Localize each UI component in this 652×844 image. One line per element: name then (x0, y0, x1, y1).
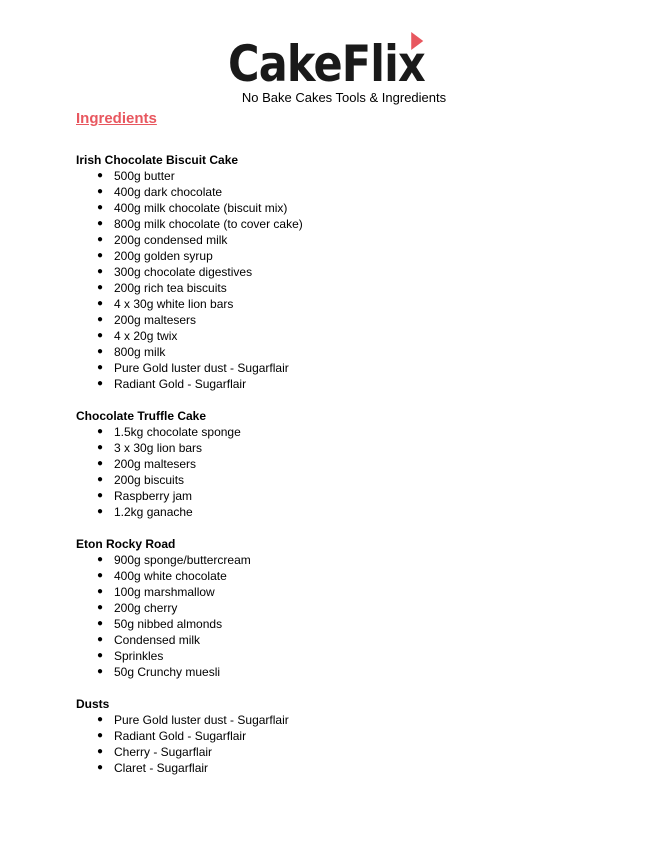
list-item (76, 600, 616, 616)
list-item (76, 472, 616, 488)
page-subtitle (0, 90, 652, 106)
bullet-icon: ● (97, 714, 104, 725)
bullet-icon: ● (97, 474, 104, 485)
bullet-icon: ● (97, 202, 104, 213)
list-item (76, 664, 616, 680)
list-item (76, 216, 616, 232)
item-text: Pure Gold luster dust - Sugarflair (114, 361, 289, 375)
logo-text: CakeFlix (227, 35, 425, 93)
ingredient-sections (76, 152, 616, 792)
bullet-icon: ● (97, 618, 104, 629)
item-text: 200g maltesers (114, 313, 197, 327)
list-item (76, 504, 616, 520)
item-text: 50g nibbed almonds (114, 617, 223, 631)
bullet-icon: ● (97, 506, 104, 517)
item-text: 900g sponge/buttercream (114, 553, 251, 567)
bullet-icon: ● (97, 746, 104, 757)
item-text: 1.5kg chocolate sponge (114, 425, 241, 439)
list-item (76, 552, 616, 568)
bullet-icon: ● (97, 234, 104, 245)
bullet-icon: ● (97, 458, 104, 469)
bullet-icon: ● (97, 490, 104, 501)
item-text: 400g white chocolate (114, 569, 227, 583)
list-item (76, 312, 616, 328)
bullet-icon: ● (97, 266, 104, 277)
item-text: 50g Crunchy muesli (114, 665, 221, 679)
item-text: 200g biscuits (114, 473, 185, 487)
subtitle-text: No Bake Cakes Tools & Ingredients (241, 90, 447, 105)
bullet-icon: ● (97, 378, 104, 389)
bullet-icon: ● (97, 570, 104, 581)
item-text: Claret - Sugarflair (114, 761, 209, 775)
list-item (76, 712, 616, 728)
bullet-icon: ● (97, 650, 104, 661)
item-text: Radiant Gold - Sugarflair (114, 377, 247, 391)
bullet-icon: ● (97, 346, 104, 357)
page-heading: Ingredients (76, 110, 157, 127)
bullet-icon: ● (97, 330, 104, 341)
bullet-icon: ● (97, 314, 104, 325)
bullet-icon: ● (97, 186, 104, 197)
ingredient-list (76, 712, 616, 776)
item-text: 500g butter (114, 169, 175, 183)
ingredient-section (76, 408, 616, 520)
item-text: 4 x 30g white lion bars (114, 297, 234, 311)
bullet-icon: ● (97, 426, 104, 437)
bullet-icon: ● (97, 762, 104, 773)
item-text: Radiant Gold - Sugarflair (114, 729, 247, 743)
ingredient-section (76, 536, 616, 680)
list-item (76, 648, 616, 664)
item-text: 400g milk chocolate (biscuit mix) (114, 201, 288, 215)
item-text: 1.2kg ganache (114, 505, 193, 519)
list-item (76, 424, 616, 440)
list-item (76, 728, 616, 744)
bullet-icon: ● (97, 282, 104, 293)
list-item (76, 488, 616, 504)
list-item (76, 760, 616, 776)
item-text: 300g chocolate digestives (114, 265, 253, 279)
item-text: Condensed milk (114, 633, 201, 647)
item-text: 200g maltesers (114, 457, 197, 471)
item-text: 200g condensed milk (114, 233, 228, 247)
ingredient-list (76, 168, 616, 392)
bullet-icon: ● (97, 586, 104, 597)
bullet-icon: ● (97, 602, 104, 613)
item-text: 800g milk chocolate (to cover cake) (114, 217, 303, 231)
bullet-icon: ● (97, 666, 104, 677)
list-item (76, 584, 616, 600)
bullet-icon: ● (97, 250, 104, 261)
list-item (76, 440, 616, 456)
bullet-icon: ● (97, 634, 104, 645)
list-item (76, 248, 616, 264)
item-text: 800g milk (114, 345, 166, 359)
list-item (76, 744, 616, 760)
list-item (76, 232, 616, 248)
logo (0, 36, 652, 92)
item-text: Cherry - Sugarflair (114, 745, 213, 759)
list-item (76, 616, 616, 632)
list-item (76, 568, 616, 584)
item-text: 400g dark chocolate (114, 185, 223, 199)
item-text: 200g rich tea biscuits (114, 281, 227, 295)
item-text: 3 x 30g lion bars (114, 441, 203, 455)
list-item (76, 168, 616, 184)
item-text: 100g marshmallow (114, 585, 215, 599)
list-item (76, 632, 616, 648)
list-item (76, 376, 616, 392)
bullet-icon: ● (97, 554, 104, 565)
list-item (76, 184, 616, 200)
item-text: Pure Gold luster dust - Sugarflair (114, 713, 289, 727)
section-title: Eton Rocky Road (76, 537, 176, 551)
play-icon (411, 32, 423, 50)
bullet-icon: ● (97, 218, 104, 229)
list-item (76, 456, 616, 472)
ingredient-list (76, 424, 616, 520)
ingredient-section (76, 696, 616, 776)
item-text: Sprinkles (114, 649, 164, 663)
item-text: 4 x 20g twix (114, 329, 178, 343)
list-item (76, 360, 616, 376)
list-item (76, 328, 616, 344)
list-item (76, 344, 616, 360)
item-text: Raspberry jam (114, 489, 193, 503)
list-item (76, 280, 616, 296)
ingredient-list (76, 552, 616, 680)
section-title: Dusts (76, 697, 110, 711)
list-item (76, 200, 616, 216)
item-text: 200g cherry (114, 601, 178, 615)
list-item (76, 264, 616, 280)
list-item (76, 296, 616, 312)
item-text: 200g golden syrup (114, 249, 213, 263)
bullet-icon: ● (97, 170, 104, 181)
ingredient-section (76, 152, 616, 392)
logo-wordmark (228, 36, 425, 92)
bullet-icon: ● (97, 730, 104, 741)
bullet-icon: ● (97, 298, 104, 309)
bullet-icon: ● (97, 442, 104, 453)
section-title: Irish Chocolate Biscuit Cake (76, 153, 239, 167)
section-title: Chocolate Truffle Cake (76, 409, 207, 423)
bullet-icon: ● (97, 362, 104, 373)
